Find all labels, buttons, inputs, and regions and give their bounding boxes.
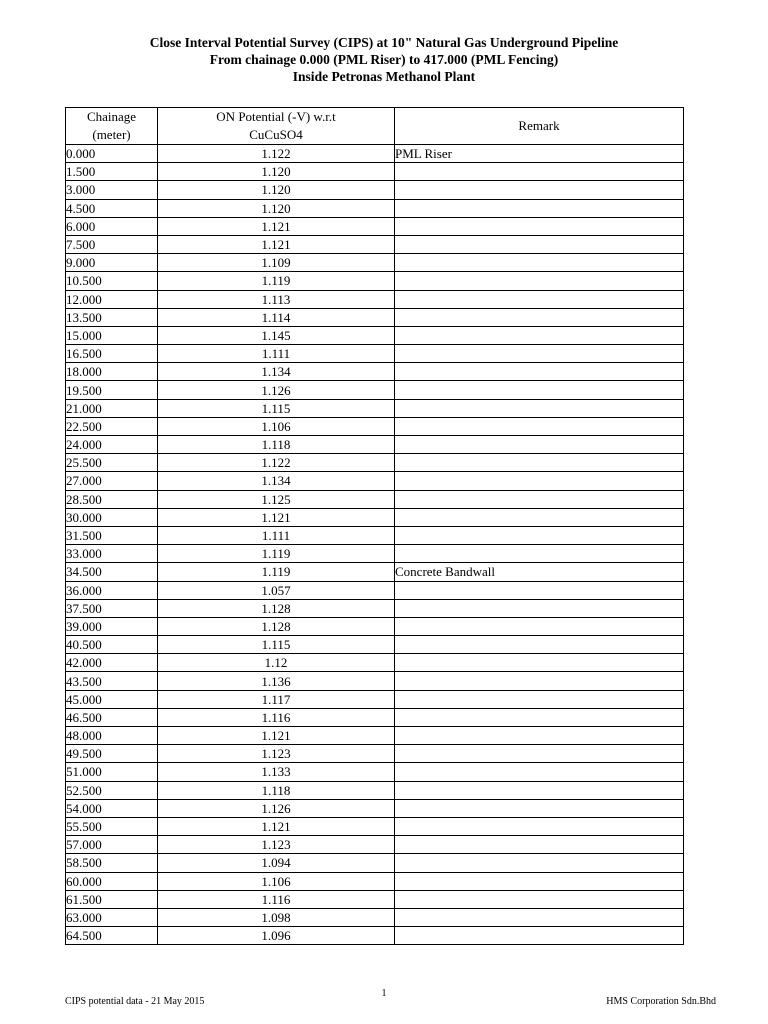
chainage-cell: 3.000 bbox=[66, 181, 158, 199]
potential-cell: 1.111 bbox=[158, 345, 395, 363]
table-row bbox=[66, 727, 684, 745]
potential-cell: 1.057 bbox=[158, 581, 395, 599]
table-row bbox=[66, 181, 684, 199]
chainage-cell: 33.000 bbox=[66, 545, 158, 563]
chainage-cell: 48.000 bbox=[66, 727, 158, 745]
chainage-cell: 16.500 bbox=[66, 345, 158, 363]
potential-cell: 1.098 bbox=[158, 908, 395, 926]
potential-cell: 1.096 bbox=[158, 927, 395, 945]
table-row bbox=[66, 326, 684, 344]
table-row bbox=[66, 363, 684, 381]
table-row bbox=[66, 272, 684, 290]
remark-cell bbox=[395, 836, 684, 854]
potential-cell: 1.133 bbox=[158, 763, 395, 781]
potential-cell: 1.118 bbox=[158, 436, 395, 454]
remark-cell bbox=[395, 163, 684, 181]
header-chainage-line2: (meter) bbox=[92, 127, 131, 142]
remark-cell bbox=[395, 817, 684, 835]
potential-cell: 1.128 bbox=[158, 617, 395, 635]
table-row bbox=[66, 836, 684, 854]
table-row bbox=[66, 872, 684, 890]
chainage-cell: 51.000 bbox=[66, 763, 158, 781]
potential-cell: 1.136 bbox=[158, 672, 395, 690]
remark-cell bbox=[395, 235, 684, 253]
remark-cell bbox=[395, 381, 684, 399]
remark-cell bbox=[395, 708, 684, 726]
table-row bbox=[66, 345, 684, 363]
potential-cell: 1.119 bbox=[158, 545, 395, 563]
remark-cell bbox=[395, 890, 684, 908]
chainage-cell: 55.500 bbox=[66, 817, 158, 835]
chainage-cell: 46.500 bbox=[66, 708, 158, 726]
chainage-cell: 28.500 bbox=[66, 490, 158, 508]
chainage-cell: 61.500 bbox=[66, 890, 158, 908]
document-title bbox=[0, 34, 768, 85]
chainage-cell: 27.000 bbox=[66, 472, 158, 490]
table-row bbox=[66, 708, 684, 726]
header-chainage bbox=[66, 108, 158, 145]
potential-cell: 1.119 bbox=[158, 272, 395, 290]
potential-cell: 1.123 bbox=[158, 836, 395, 854]
table-row bbox=[66, 290, 684, 308]
table-row bbox=[66, 617, 684, 635]
table-row bbox=[66, 927, 684, 945]
potential-cell: 1.120 bbox=[158, 199, 395, 217]
chainage-cell: 43.500 bbox=[66, 672, 158, 690]
survey-table bbox=[65, 107, 684, 945]
chainage-cell: 7.500 bbox=[66, 235, 158, 253]
table-row bbox=[66, 690, 684, 708]
header-potential bbox=[158, 108, 395, 145]
remark-cell bbox=[395, 690, 684, 708]
potential-cell: 1.120 bbox=[158, 181, 395, 199]
title-line-3: Inside Petronas Methanol Plant bbox=[292, 69, 476, 84]
chainage-cell: 9.000 bbox=[66, 254, 158, 272]
table-row bbox=[66, 563, 684, 581]
chainage-cell: 57.000 bbox=[66, 836, 158, 854]
table-row bbox=[66, 854, 684, 872]
remark-cell bbox=[395, 654, 684, 672]
remark-cell bbox=[395, 636, 684, 654]
potential-cell: 1.117 bbox=[158, 690, 395, 708]
potential-cell: 1.121 bbox=[158, 727, 395, 745]
table-row bbox=[66, 254, 684, 272]
table-row bbox=[66, 472, 684, 490]
remark-cell bbox=[395, 908, 684, 926]
chainage-cell: 63.000 bbox=[66, 908, 158, 926]
remark-cell bbox=[395, 199, 684, 217]
potential-cell: 1.114 bbox=[158, 308, 395, 326]
potential-cell: 1.118 bbox=[158, 781, 395, 799]
table-row bbox=[66, 581, 684, 599]
potential-cell: 1.115 bbox=[158, 636, 395, 654]
header-potential-line1: ON Potential (-V) w.r.t bbox=[216, 109, 336, 124]
table-row bbox=[66, 526, 684, 544]
remark-cell bbox=[395, 217, 684, 235]
chainage-cell: 58.500 bbox=[66, 854, 158, 872]
table-row bbox=[66, 599, 684, 617]
table-row bbox=[66, 308, 684, 326]
header-remark: Remark bbox=[395, 108, 684, 145]
remark-cell bbox=[395, 254, 684, 272]
chainage-cell: 45.000 bbox=[66, 690, 158, 708]
table-row bbox=[66, 145, 684, 163]
potential-cell: 1.122 bbox=[158, 454, 395, 472]
remark-cell bbox=[395, 181, 684, 199]
potential-cell: 1.113 bbox=[158, 290, 395, 308]
potential-cell: 1.122 bbox=[158, 145, 395, 163]
chainage-cell: 37.500 bbox=[66, 599, 158, 617]
table-row bbox=[66, 163, 684, 181]
potential-cell: 1.116 bbox=[158, 890, 395, 908]
remark-cell bbox=[395, 363, 684, 381]
table-row bbox=[66, 454, 684, 472]
table-row bbox=[66, 417, 684, 435]
potential-cell: 1.123 bbox=[158, 745, 395, 763]
potential-cell: 1.126 bbox=[158, 799, 395, 817]
chainage-cell: 6.000 bbox=[66, 217, 158, 235]
potential-cell: 1.121 bbox=[158, 817, 395, 835]
potential-cell: 1.145 bbox=[158, 326, 395, 344]
remark-cell bbox=[395, 727, 684, 745]
remark-cell bbox=[395, 854, 684, 872]
chainage-cell: 13.500 bbox=[66, 308, 158, 326]
table-row bbox=[66, 545, 684, 563]
remark-cell bbox=[395, 927, 684, 945]
potential-cell: 1.111 bbox=[158, 526, 395, 544]
footer-page-number: 1 bbox=[381, 988, 387, 999]
chainage-cell: 0.000 bbox=[66, 145, 158, 163]
header-potential-line2: CuCuSO4 bbox=[249, 127, 303, 142]
potential-cell: 1.134 bbox=[158, 363, 395, 381]
potential-cell: 1.134 bbox=[158, 472, 395, 490]
chainage-cell: 40.500 bbox=[66, 636, 158, 654]
title-line-2: From chainage 0.000 (PML Riser) to 417.000 (PML Fencing) bbox=[209, 52, 559, 67]
table-row bbox=[66, 817, 684, 835]
potential-cell: 1.120 bbox=[158, 163, 395, 181]
table-row bbox=[66, 381, 684, 399]
remark-cell bbox=[395, 581, 684, 599]
chainage-cell: 22.500 bbox=[66, 417, 158, 435]
remark-cell bbox=[395, 472, 684, 490]
footer-document-label: CIPS potential data - 21 May 2015 bbox=[65, 996, 205, 1007]
chainage-cell: 15.000 bbox=[66, 326, 158, 344]
remark-cell: PML Riser bbox=[395, 145, 684, 163]
remark-cell bbox=[395, 872, 684, 890]
chainage-cell: 18.000 bbox=[66, 363, 158, 381]
table-header-row bbox=[66, 108, 684, 145]
table-row bbox=[66, 745, 684, 763]
remark-cell bbox=[395, 781, 684, 799]
chainage-cell: 21.000 bbox=[66, 399, 158, 417]
potential-cell: 1.121 bbox=[158, 508, 395, 526]
table-row bbox=[66, 235, 684, 253]
table-row bbox=[66, 636, 684, 654]
potential-cell: 1.094 bbox=[158, 854, 395, 872]
chainage-cell: 52.500 bbox=[66, 781, 158, 799]
remark-cell bbox=[395, 436, 684, 454]
table-row bbox=[66, 436, 684, 454]
chainage-cell: 36.000 bbox=[66, 581, 158, 599]
chainage-cell: 31.500 bbox=[66, 526, 158, 544]
table-row bbox=[66, 781, 684, 799]
potential-cell: 1.121 bbox=[158, 217, 395, 235]
remark-cell bbox=[395, 490, 684, 508]
chainage-cell: 19.500 bbox=[66, 381, 158, 399]
potential-cell: 1.125 bbox=[158, 490, 395, 508]
remark-cell: Concrete Bandwall bbox=[395, 563, 684, 581]
remark-cell bbox=[395, 308, 684, 326]
potential-cell: 1.106 bbox=[158, 872, 395, 890]
footer-company: HMS Corporation Sdn.Bhd bbox=[606, 996, 716, 1007]
table-row bbox=[66, 490, 684, 508]
chainage-cell: 4.500 bbox=[66, 199, 158, 217]
remark-cell bbox=[395, 799, 684, 817]
chainage-cell: 30.000 bbox=[66, 508, 158, 526]
chainage-cell: 10.500 bbox=[66, 272, 158, 290]
remark-cell bbox=[395, 526, 684, 544]
remark-cell bbox=[395, 417, 684, 435]
remark-cell bbox=[395, 545, 684, 563]
chainage-cell: 25.500 bbox=[66, 454, 158, 472]
chainage-cell: 49.500 bbox=[66, 745, 158, 763]
remark-cell bbox=[395, 454, 684, 472]
table-row bbox=[66, 799, 684, 817]
remark-cell bbox=[395, 326, 684, 344]
remark-cell bbox=[395, 272, 684, 290]
table-row bbox=[66, 508, 684, 526]
title-line-1: Close Interval Potential Survey (CIPS) at 10" Natural Gas Underground Pipeline bbox=[149, 35, 619, 50]
potential-cell: 1.121 bbox=[158, 235, 395, 253]
remark-cell bbox=[395, 345, 684, 363]
chainage-cell: 60.000 bbox=[66, 872, 158, 890]
chainage-cell: 64.500 bbox=[66, 927, 158, 945]
table-row bbox=[66, 654, 684, 672]
chainage-cell: 54.000 bbox=[66, 799, 158, 817]
potential-cell: 1.109 bbox=[158, 254, 395, 272]
remark-cell bbox=[395, 508, 684, 526]
chainage-cell: 12.000 bbox=[66, 290, 158, 308]
table-row bbox=[66, 199, 684, 217]
table-row bbox=[66, 399, 684, 417]
potential-cell: 1.12 bbox=[158, 654, 395, 672]
table-row bbox=[66, 908, 684, 926]
chainage-cell: 24.000 bbox=[66, 436, 158, 454]
potential-cell: 1.128 bbox=[158, 599, 395, 617]
header-chainage-line1: Chainage bbox=[86, 109, 137, 124]
potential-cell: 1.119 bbox=[158, 563, 395, 581]
chainage-cell: 39.000 bbox=[66, 617, 158, 635]
remark-cell bbox=[395, 763, 684, 781]
potential-cell: 1.116 bbox=[158, 708, 395, 726]
potential-cell: 1.115 bbox=[158, 399, 395, 417]
remark-cell bbox=[395, 745, 684, 763]
table-row bbox=[66, 890, 684, 908]
remark-cell bbox=[395, 290, 684, 308]
survey-table-body bbox=[66, 145, 684, 945]
remark-cell bbox=[395, 399, 684, 417]
table-row bbox=[66, 672, 684, 690]
potential-cell: 1.126 bbox=[158, 381, 395, 399]
table-row bbox=[66, 217, 684, 235]
remark-cell bbox=[395, 617, 684, 635]
potential-cell: 1.106 bbox=[158, 417, 395, 435]
chainage-cell: 1.500 bbox=[66, 163, 158, 181]
remark-cell bbox=[395, 599, 684, 617]
chainage-cell: 34.500 bbox=[66, 563, 158, 581]
table-row bbox=[66, 763, 684, 781]
remark-cell bbox=[395, 672, 684, 690]
chainage-cell: 42.000 bbox=[66, 654, 158, 672]
